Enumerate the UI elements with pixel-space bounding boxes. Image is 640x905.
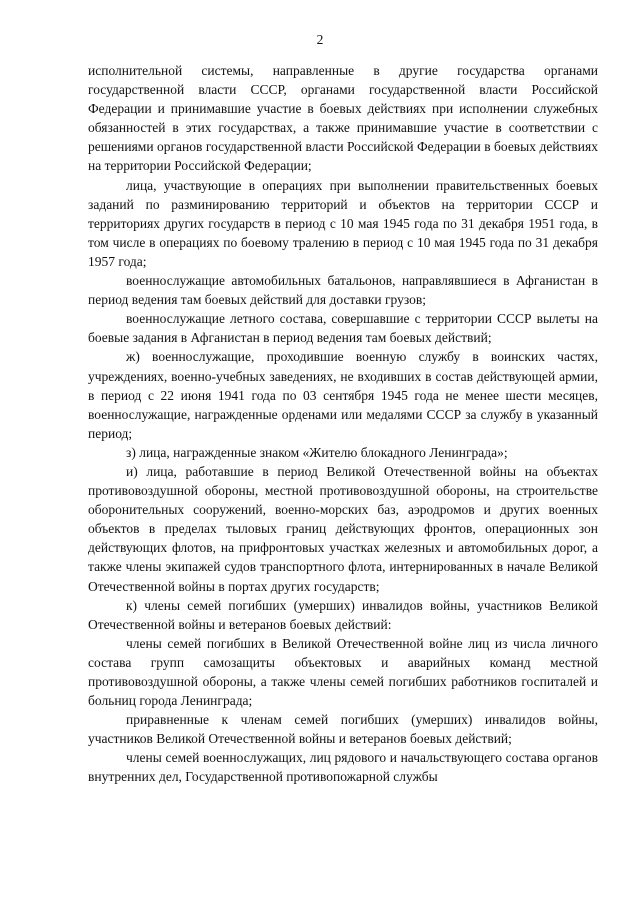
paragraph-item-zh: ж) военнослужащие, проходившие военную службу в воинских частях, учреждениях, военно-учебных заведениях, не входивших в состав действующей армии, в период с 22 июня 1941 года по 03 сентября 1945 года не менее шести месяцев, военнослужащие, награжденные орденами или медалями СССР за службу в указанный период; (88, 349, 598, 441)
paragraph-demining-persons: лица, участвующие в операциях при выполнении правительственных боевых заданий по разминированию территорий и объектов на территории СССР и территориях других государств в период с 10 мая 1945 года по 31 декабря 1951 года, в том числе в операциях по боевому тралению в период с 10 мая 1945 года по 31 декабря 1957 года; (88, 177, 598, 269)
paragraph-automobile-battalions: военнослужащие автомобильных батальонов, направлявшиеся в Афганистан в период ведения там боевых действий для доставки грузов; (88, 273, 598, 308)
paragraph-servicemen-families: члены семей военнослужащих, лиц рядового и начальствующего состава органов внутренних дел, Государственной противопожарной службы (88, 750, 598, 785)
body-text (88, 61, 598, 787)
page-number: 2 (316, 32, 324, 47)
paragraph-item-i: и) лица, работавшие в период Великой Отечественной войны на объектах противовоздушной обороны, местной противовоздушной обороны, на строительстве оборонительных сооружений, военно-морских баз, аэродромов и других военных объектов в пределах тыловых границ действующих фронтов, операционных зон действующих флотов, на прифронтовых участках железных и автомобильных дорог, а также члены экипажей судов транспортного флота, интернированных в начале Великой Отечественной войны в портах других государств; (88, 463, 598, 594)
paragraph-equated-families: приравненные к членам семей погибших (умерших) инвалидов войны, участников Великой Отечественной войны и ветеранов боевых действий; (88, 712, 598, 747)
paragraph-continuation: исполнительной системы, направленные в другие государства органами государственной власти СССР, органами государственной власти Российской Федерации и принимавшие участие в боевых действиях при исполнении служебных обязанностей в этих государствах, а также принимавшие участие в соответствии с решениями органов государственной власти Российской Федерации в боевых действиях на территории Российской Федерации; (88, 63, 598, 174)
paragraph-item-k: к) члены семей погибших (умерших) инвалидов войны, участников Великой Отечественной войны и ветеранов боевых действий: (88, 597, 598, 632)
paragraph-self-defense-families: члены семей погибших в Великой Отечественной войне лиц из числа личного состава групп самозащиты объектовых и аварийных команд местной противовоздушной обороны, а также члены семей погибших работников госпиталей и больниц города Ленинграда; (88, 635, 598, 709)
paragraph-item-z: з) лица, награжденные знаком «Жителю блокадного Ленинграда»; (126, 444, 508, 460)
paragraph-flight-personnel: военнослужащие летного состава, совершавшие с территории СССР вылеты на боевые задания в Афганистан в период ведения там боевых действий; (88, 311, 598, 346)
